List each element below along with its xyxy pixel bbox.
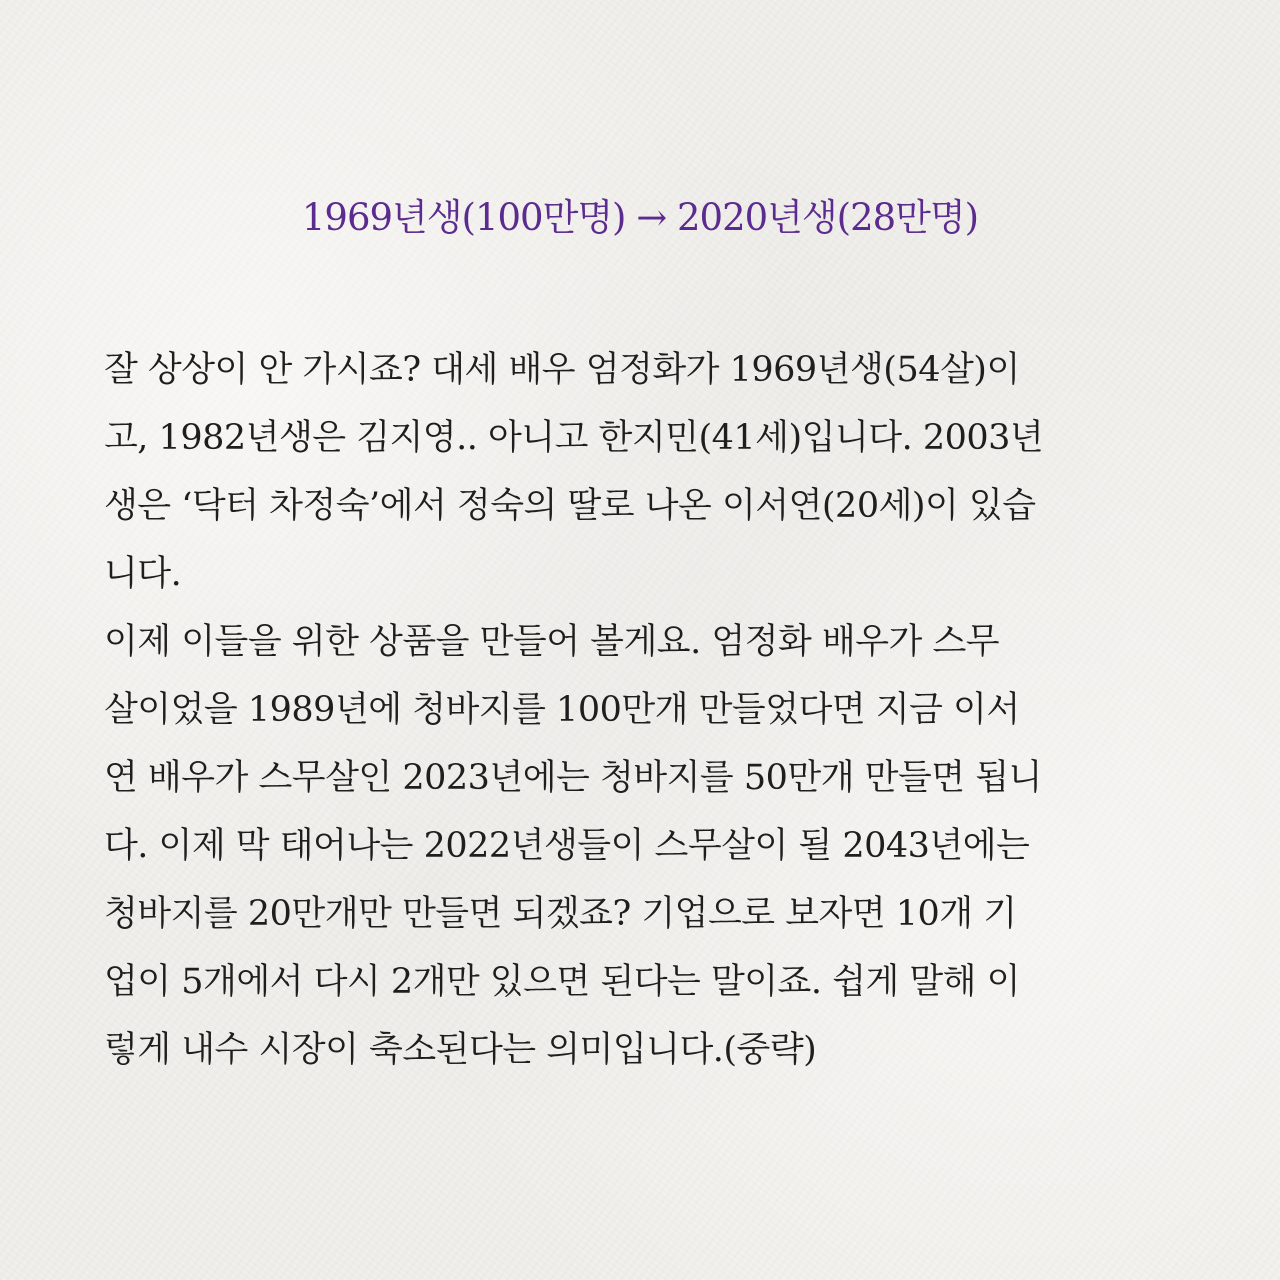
body-line: 살이었을 1989년에 청바지를 100만개 만들었다면 지금 이서 — [104, 690, 1020, 730]
headline: 1969년생(100만명) → 2020년생(28만명) — [301, 196, 979, 239]
body-line: 업이 5개에서 다시 2개만 있으면 된다는 말이죠. 쉽게 말해 이 — [104, 962, 1020, 1002]
body-line: 생은 ‘닥터 차정숙’에서 정숙의 딸로 나온 이서연(20세)이 있습 — [104, 486, 1036, 526]
body-line: 다. 이제 막 태어나는 2022년생들이 스무살이 될 2043년에는 — [104, 826, 1030, 866]
body-line: 연 배우가 스무살인 2023년에는 청바지를 50만개 만들면 됩니 — [104, 758, 1042, 798]
body-line: 잘 상상이 안 가시죠? 대세 배우 엄정화가 1969년생(54살)이 — [104, 350, 1020, 390]
body-line: 고, 1982년생은 김지영.. 아니고 한지민(41세)입니다. 2003년 — [104, 418, 1044, 458]
body-line: 렇게 내수 시장이 축소된다는 의미입니다.(중략) — [104, 1030, 817, 1070]
body-line: 니다. — [104, 554, 182, 594]
body-line: 이제 이들을 위한 상품을 만들어 볼게요. 엄정화 배우가 스무 — [104, 622, 1000, 662]
body-line: 청바지를 20만개만 만들면 되겠죠? 기업으로 보자면 10개 기 — [104, 894, 1017, 934]
body-paragraph — [104, 336, 1184, 1084]
